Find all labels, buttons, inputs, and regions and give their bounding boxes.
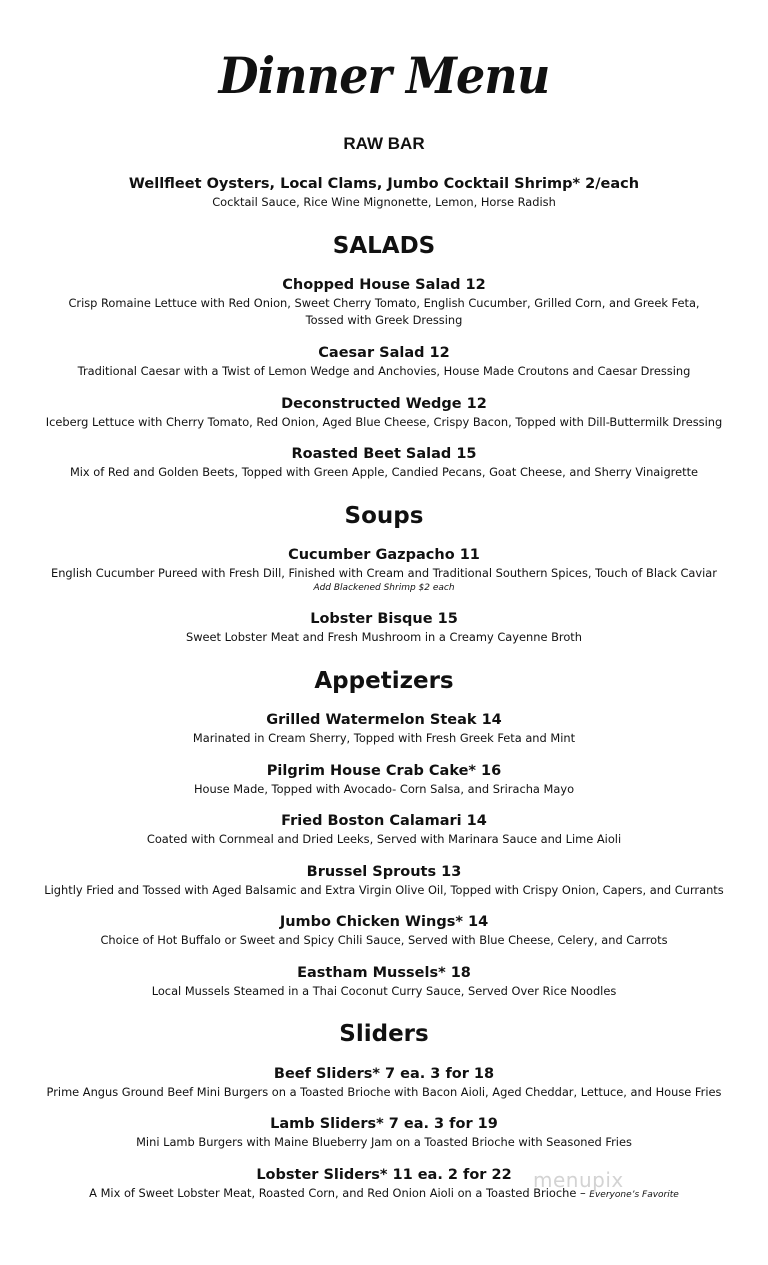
menu-item xyxy=(0,710,768,747)
item-name: Lamb Sliders* 7 ea. 3 for 19 xyxy=(270,1116,498,1132)
item-name: Eastham Mussels* 18 xyxy=(297,965,471,981)
menu-item xyxy=(0,394,768,431)
menu-item xyxy=(0,444,768,481)
item-description-text: A Mix of Sweet Lobster Meat, Roasted Corn, and Red Onion Aioli on a Toasted Brioche – xyxy=(89,1186,586,1200)
item-name: Lobster Sliders* 11 ea. 2 for 22 xyxy=(256,1167,512,1183)
item-description: Sweet Lobster Meat and Fresh Mushroom in a Creamy Cayenne Broth xyxy=(186,630,582,644)
item-description: Choice of Hot Buffalo or Sweet and Spicy Chili Sauce, Served with Blue Cheese, Celery, and Carrots xyxy=(100,933,668,947)
item-name: Fried Boston Calamari 14 xyxy=(281,813,487,829)
section-heading-soups: Soups xyxy=(344,503,424,529)
menu-item xyxy=(0,275,768,329)
item-description: Prime Angus Ground Beef Mini Burgers on a Toasted Brioche with Bacon Aioli, Aged Cheddar, Lettuce, and House Fries xyxy=(46,1085,722,1099)
item-note: Everyone’s Favorite xyxy=(589,1190,679,1200)
item-name: Caesar Salad 12 xyxy=(318,345,450,361)
item-name: Deconstructed Wedge 12 xyxy=(281,396,487,412)
item-description: Mix of Red and Golden Beets, Topped with Green Apple, Candied Pecans, Goat Cheese, and Sherry Vinaigrette xyxy=(69,465,699,479)
menu-item xyxy=(0,761,768,798)
item-name: Wellfleet Oysters, Local Clams, Jumbo Cocktail Shrimp* 2/each xyxy=(128,176,640,192)
menu-item xyxy=(0,862,768,899)
section-heading-appetizers: Appetizers xyxy=(314,668,454,694)
item-description: Traditional Caesar with a Twist of Lemon Wedge and Anchovies, House Made Croutons and Caesar Dressing xyxy=(77,364,691,378)
menu-item xyxy=(0,1114,768,1151)
item-name: Jumbo Chicken Wings* 14 xyxy=(279,914,489,930)
item-name: Roasted Beet Salad 15 xyxy=(291,446,477,462)
item-description: Mini Lamb Burgers with Maine Blueberry Jam on a Toasted Brioche with Seasoned Fries xyxy=(136,1135,632,1149)
item-description: Marinated in Cream Sherry, Topped with Fresh Greek Feta and Mint xyxy=(192,731,576,745)
item-note: Add Blackened Shrimp $2 each xyxy=(313,583,455,593)
item-name: Beef Sliders* 7 ea. 3 for 18 xyxy=(273,1066,495,1082)
menu-item xyxy=(0,1064,768,1101)
item-description xyxy=(0,1185,768,1204)
item-description: Lightly Fried and Tossed with Aged Balsamic and Extra Virgin Olive Oil, Topped with Crispy Onion, Capers, and Currants xyxy=(44,883,724,897)
watermark-logo: menupix xyxy=(533,1168,624,1192)
item-description: Coated with Cornmeal and Dried Leeks, Served with Marinara Sauce and Lime Aioli xyxy=(146,832,622,846)
section-heading-sliders: Sliders xyxy=(339,1021,429,1047)
menu-item xyxy=(0,545,768,594)
item-description: Iceberg Lettuce with Cherry Tomato, Red Onion, Aged Blue Cheese, Crispy Bacon, Topped with Dill-Buttermilk Dressing xyxy=(45,415,723,429)
item-description: Cocktail Sauce, Rice Wine Mignonette, Lemon, Horse Radish xyxy=(212,195,556,209)
item-description: Crisp Romaine Lettuce with Red Onion, Sweet Cherry Tomato, English Cucumber, Grilled Corn, and Greek Feta, Tossed with Greek Dressing xyxy=(68,296,700,327)
section-heading-salads: SALADS xyxy=(332,233,436,259)
menu-item xyxy=(0,963,768,1000)
menu-item xyxy=(0,912,768,949)
item-name: Lobster Bisque 15 xyxy=(310,611,458,627)
menu-item xyxy=(0,343,768,380)
menu-item xyxy=(0,609,768,646)
item-description: House Made, Topped with Avocado- Corn Salsa, and Sriracha Mayo xyxy=(193,782,575,796)
item-description: Local Mussels Steamed in a Thai Coconut Curry Sauce, Served Over Rice Noodles xyxy=(151,984,617,998)
item-description: English Cucumber Pureed with Fresh Dill, Finished with Cream and Traditional Southern Spices, Touch of Black Caviar xyxy=(51,566,717,580)
menu-item-raw-bar xyxy=(0,174,768,211)
item-name: Pilgrim House Crab Cake* 16 xyxy=(266,763,502,779)
item-name: Brussel Sprouts 13 xyxy=(306,864,462,880)
menu-item xyxy=(0,811,768,848)
menu-item xyxy=(0,1165,768,1204)
menu-title: Dinner Menu xyxy=(218,46,550,105)
section-heading-raw-bar: RAW BAR xyxy=(343,134,425,153)
item-name: Cucumber Gazpacho 11 xyxy=(288,547,480,563)
item-name: Chopped House Salad 12 xyxy=(282,277,486,293)
item-name: Grilled Watermelon Steak 14 xyxy=(266,712,502,728)
